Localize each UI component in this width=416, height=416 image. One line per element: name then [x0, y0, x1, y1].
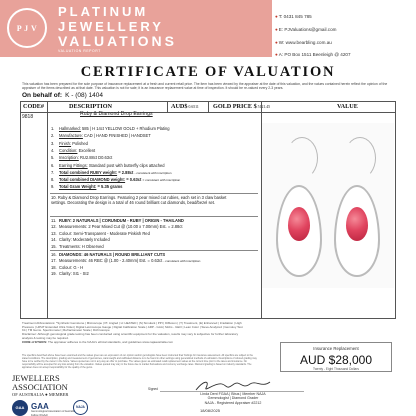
certificate-title: CERTIFICATE OF VALUATION	[80, 64, 336, 80]
diamond-detail-line: 16. DIAMONDS: 46 NATURALS | ROUND BRILLIANT CUTS	[51, 252, 166, 257]
gaa-subtitle: Gemmological Association of Australia	[31, 410, 75, 413]
detail-line: 9. Total Gram Weight: = 5.35 grams	[51, 184, 123, 190]
footnote	[22, 322, 246, 344]
th-gold-price: GOLD PRICE $5121.45	[213, 103, 271, 110]
earring-hook	[344, 137, 376, 179]
item-code: 9818	[22, 114, 34, 120]
ruby-stone	[346, 207, 368, 241]
contact-email[interactable]: ●E: PJValuations@gmail.com	[275, 27, 337, 32]
detail-line: 8. Total combined DIAMOND weight: = 0.63ct = consistent with inscription	[51, 177, 181, 183]
description-paragraph: 10. Ruby & Diamond Drop Earrings. Featuring 2 pear mixed cut rubies, each set in 3 claw basket settings. Decorating the design is a total of 46 round brilliant cut diamonds, bead/bezel set.	[51, 195, 227, 205]
logo-emblem	[7, 8, 47, 48]
brand-subtitle: VALUATION REPORT	[58, 49, 101, 53]
section-divider	[50, 250, 258, 251]
gaa-logo-icon: GAA	[12, 400, 28, 416]
product-photo	[262, 123, 394, 288]
phone-icon: ●	[275, 14, 278, 19]
behalf-value: K - (08) 1404	[65, 92, 104, 99]
treatment-abbreviations: Treatment Abbreviations: *Synthetic Gemstone | Microscope | PI: Angled | H: HEATED | (S) Simulant | PPI | Diffusion | (T) Treatment, (E) Enhanced | Irradiation | High Pressure | HPHT Extended Ultra Violet | Digital Leicroscope Gauge | Digital Calibration Scale | ARP - GAA | Mohs - GEO | Lean Color | Sieve Analyzed | Gemoloy Test Kit | TM Gems. Spectrometer | Refractometer Scale | Dichroscope	[22, 321, 243, 333]
gaa-title: GAA	[31, 402, 49, 411]
detail-line: 3. Finish: Polished	[51, 140, 88, 146]
ethics-label: CODE of ETHICS:	[22, 339, 48, 344]
diamond-detail-line: 19. Clarity: SI1 - SI2	[51, 271, 89, 277]
col-divider	[208, 102, 209, 112]
web-icon: ●	[275, 40, 278, 45]
signer-reg: NAJA - Registered Appraiser #2212	[204, 400, 262, 405]
valuation-words: Twenty - Eight Thousand Dollars	[312, 367, 359, 371]
diamond-detail-line: 17. Measurements: 46 RBC @ (1.00 - 2.40mm) Est. = 0.63ct - consistent with inscription	[51, 258, 201, 264]
ruby-detail-line: 11. RUBY: 2 NATURALS | CORUNDUM - RUBY | ORIGIN - THAILAND	[51, 218, 184, 223]
detail-line: 1. Hallmarked: 585 | H 14ct YELLOW GOLD + Rhodium Plating	[51, 126, 170, 131]
th-aud: AUD$0.6511	[171, 103, 199, 110]
valuation-label: Insurance Replacement	[313, 346, 359, 351]
col-divider	[167, 102, 168, 112]
signer-block	[148, 387, 318, 405]
col-divider	[47, 102, 48, 318]
th-code: CODE#	[23, 103, 44, 110]
earring-hook	[286, 137, 318, 179]
header	[0, 0, 416, 57]
intro-text: This valuation has been prepared for the sole purpose of insurance replacement at a fresh and current retail price. The item has been viewed by the appraiser at the date of this valuation, and the values contained herein reflect the opinion of the appraiser of the items described as at that date. This valuation is not for sale; it is an insurance replacement value at time of inspection. It should be re-valued every 2-3 years.	[22, 82, 388, 90]
ruby-detail-line: 13. Colour: Semi-Transparent - Moderate Pinkish Red	[51, 230, 150, 236]
ruby-detail-line: 15. Treatments: H Observed	[51, 243, 104, 249]
certificate-date: 18/08/2025	[200, 408, 221, 413]
ethics-text: The appraiser adheres to the NAJA's ethical standards, and guidelines www.najaaustralia.com	[47, 339, 174, 344]
th-description: DESCRIPTION	[69, 103, 112, 110]
item-title: Ruby & Diamond Drop Earrings	[80, 111, 153, 117]
ja-line-1: JEWELLERS	[12, 373, 60, 383]
contact-web[interactable]: ●W: www.bearbling.com.au	[275, 40, 332, 45]
detail-line: 6. Earring Fittings: Standard post with butterfly clips attached	[51, 162, 165, 168]
disclaimer: Disclaimer: Although gemological grade testing has been conducted using scientific equipment for the valuation, results may vary & subjective for further laboratory analysis & testing may be required.	[22, 332, 239, 340]
brand-line-1: PLATINUM	[58, 4, 149, 19]
contact-phone: ●T: 0431 845 785	[275, 14, 312, 19]
th-value: VALUE	[337, 103, 358, 110]
legal-text: The specifics described above have been examined and the values given are an expression of our opinion and/or gemologists have been instructed their findings for insurance assessment. All specifics are subject to the stated conditions. The description, grading and measurement of gemstones, carat weight and calibrated distance is to be found in other settings using generalized methods of estimation. Descriptions of colored grading may have to be verified by the owner in the future. Values quoted are not in any way an offer to purchase. The values given as estimated retail replacement values at the current time prior to the taxes and insurance. No responsibility will be accepted for any loss arising from the valuation. Values quoted may vary in the future due to market fluctuations and currency exchange rates. Diamond grading is based on industry standards. The appraiser does not accept responsibility for the quality of the gems.	[22, 354, 257, 369]
on-behalf-of	[22, 92, 103, 99]
detail-line: 5. Inscription: RU2.88ct D0.63ct	[51, 155, 113, 161]
ruby-detail-line: 12. Measurements: 2 Pear Mixed Cut @ (10.00 x 7.00mm) Est. = 2.88ct	[51, 224, 183, 230]
detail-line: 7. Total combined RUBY weight: = 2.88ct - consistent with inscription	[51, 169, 172, 175]
email-icon: ●	[275, 27, 278, 32]
sign-label: Signed	[148, 387, 158, 391]
fellow-label: Fellow (FGAA)	[31, 413, 49, 416]
section-divider	[50, 216, 258, 217]
behalf-label: On behalf of:	[22, 92, 63, 99]
contact-address: ●A: PO Box 1511 Beenleigh @ 4207	[275, 52, 351, 57]
logo-initials: P J V	[16, 24, 38, 33]
ruby-stone	[288, 207, 310, 241]
ja-line-2: ASSOCIATION	[12, 382, 68, 392]
brand-line-3: VALUATIONS	[58, 33, 177, 49]
ruby-detail-line: 14. Clarity: Moderately Included	[51, 237, 110, 243]
naja-seal-icon: NAJA	[73, 400, 88, 415]
detail-line: 4. Condition: Excellent	[51, 147, 96, 153]
detail-line: 2. Manufacture: CAD | HAND FINISHED | HANDSET	[51, 133, 151, 139]
brand-banner	[0, 0, 272, 57]
signer-role: Gemmologist | Diamond Grader	[207, 396, 259, 401]
brand-line-2: JEWELLERY	[58, 19, 164, 34]
address-icon: ●	[275, 52, 278, 57]
signer-name: Linda Dent FGAA | Bbus | Member NAJA	[200, 392, 266, 396]
section-divider	[50, 193, 258, 194]
ja-line-3: OF AUSTRALIA ● MEMBER	[12, 392, 69, 397]
valuation-amount: AUD $28,000	[299, 353, 373, 367]
valuation-box	[280, 342, 392, 372]
diamond-detail-line: 18. Colour: G - H	[51, 264, 84, 270]
